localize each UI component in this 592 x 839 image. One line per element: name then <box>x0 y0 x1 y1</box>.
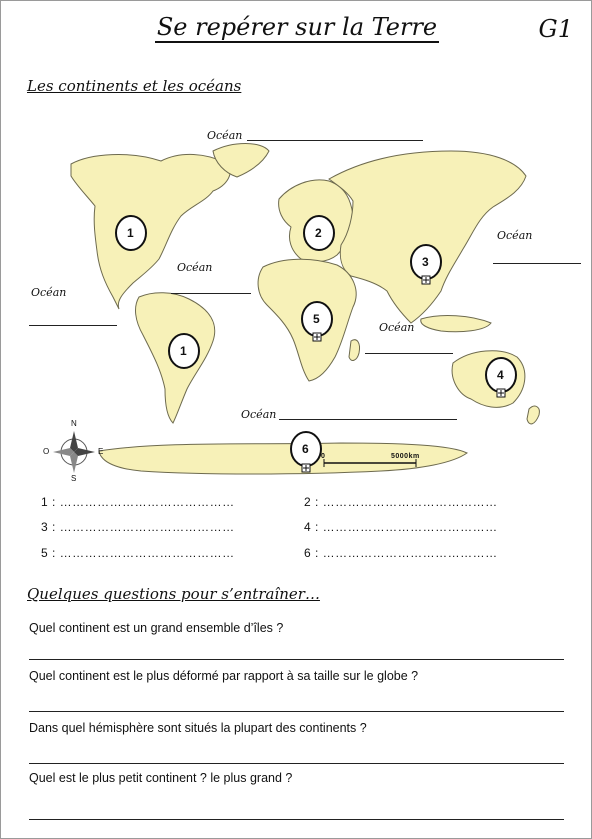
scale-end-label: 5000km <box>391 453 420 460</box>
question-2: Quel continent est le plus déformé par rapport à sa taille sur le globe ? <box>29 669 419 683</box>
marker-label-1-south: 1 <box>180 344 188 358</box>
compass-rose-icon <box>53 431 95 473</box>
ocean-answer-line-east[interactable] <box>493 263 581 264</box>
compass-letter-n: N <box>71 419 78 428</box>
compass-letter-w: O <box>43 447 50 456</box>
north-america-shape <box>71 154 230 309</box>
ocean-label-west: Océan <box>31 286 67 299</box>
ocean-label-indian: Océan <box>379 321 415 334</box>
ocean-label-east: Océan <box>497 229 533 242</box>
ocean-label-south: Océan <box>241 408 277 421</box>
marker-label-1: 1 <box>127 226 135 240</box>
marker-label-3: 3 <box>422 255 430 269</box>
question-1: Quel continent est un grand ensemble d’îles ? <box>29 621 284 635</box>
worksheet-code: G1 <box>538 15 573 43</box>
compass-letter-s: S <box>71 474 77 483</box>
answer-line-5[interactable]: 5 : …………………………………… <box>41 546 235 560</box>
marker-label-5: 5 <box>313 312 321 326</box>
page-title: Se repérer sur la Terre <box>156 13 438 41</box>
compass-letter-e: E <box>98 447 104 456</box>
answer-line-3[interactable]: 3 : …………………………………… <box>41 520 235 534</box>
question-4: Quel est le plus petit continent ? le plus grand ? <box>29 771 293 785</box>
answer-line-1[interactable]: 1 : …………………………………… <box>41 495 235 509</box>
answer-line-question-2[interactable] <box>29 711 564 712</box>
answer-line-question-4[interactable] <box>29 819 564 820</box>
world-map <box>1 1 592 491</box>
new-zealand-shape <box>527 406 539 424</box>
indonesia-islands-shape <box>421 316 491 332</box>
ocean-label-atlantic: Océan <box>177 261 213 274</box>
ocean-answer-line-south[interactable] <box>279 419 457 420</box>
marker-label-4: 4 <box>497 368 505 382</box>
answer-line-question-1[interactable] <box>29 659 564 660</box>
ocean-answer-line-indian[interactable] <box>365 353 453 354</box>
answer-line-question-3[interactable] <box>29 763 564 764</box>
ocean-answer-line-atlantic[interactable] <box>171 293 251 294</box>
marker-label-6: 6 <box>302 442 310 456</box>
ocean-label-north: Océan <box>207 129 243 142</box>
madagascar-shape <box>349 340 360 361</box>
ocean-answer-line-west[interactable] <box>29 325 117 326</box>
answer-line-4[interactable]: 4 : …………………………………… <box>304 520 498 534</box>
scale-start-label: 0 <box>321 453 326 460</box>
answer-line-2[interactable]: 2 : …………………………………… <box>304 495 498 509</box>
marker-label-2: 2 <box>315 226 323 240</box>
section-questions-title: Quelques questions pour s’entraîner… <box>27 585 320 603</box>
ocean-answer-line-north[interactable] <box>247 140 423 141</box>
section-continents-oceans-title: Les continents et les océans <box>27 77 242 95</box>
question-3: Dans quel hémisphère sont situés la plupart des continents ? <box>29 721 367 735</box>
answer-line-6[interactable]: 6 : …………………………………… <box>304 546 498 560</box>
